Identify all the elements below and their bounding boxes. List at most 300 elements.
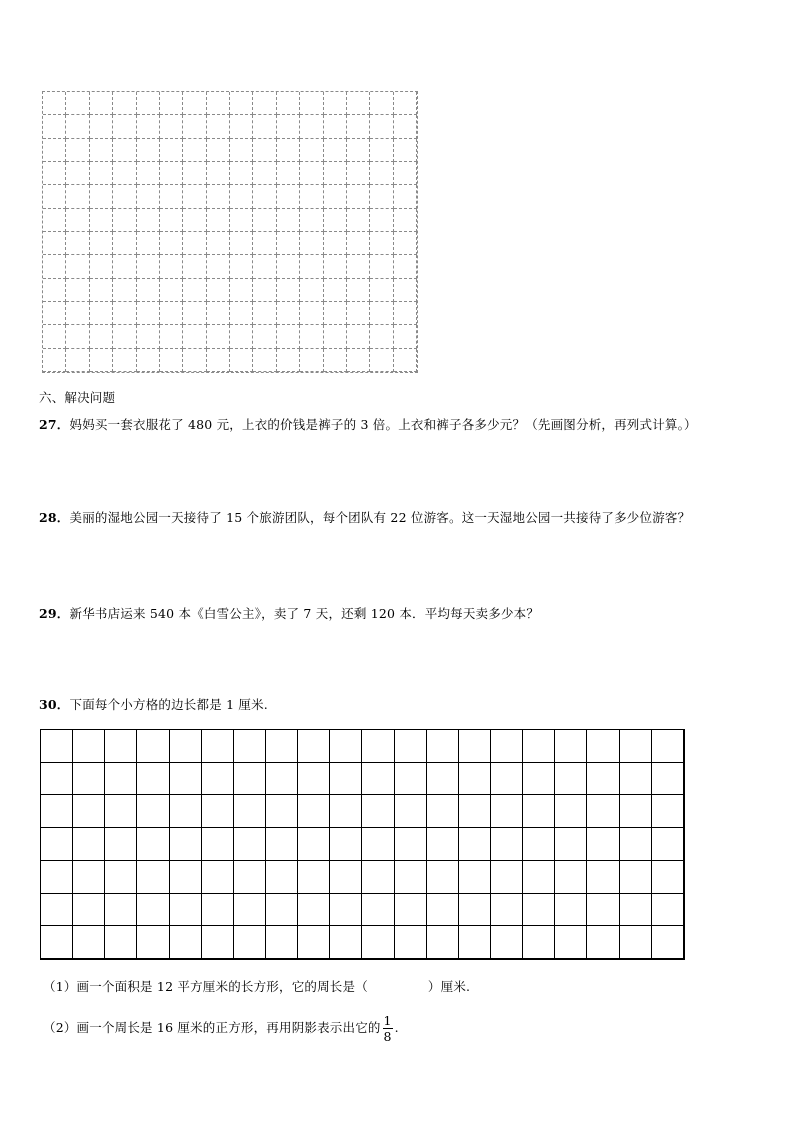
grid-cell [160, 279, 183, 302]
grid-cell [137, 926, 169, 959]
grid-cell [394, 279, 417, 302]
grid-cell [370, 232, 393, 255]
grid-cell [137, 162, 160, 185]
grid-cell [137, 730, 169, 763]
grid-cell [202, 763, 234, 796]
grid-cell [652, 730, 684, 763]
grid-cell [230, 115, 253, 138]
grid-cell [253, 255, 276, 278]
grid-cell [43, 162, 66, 185]
grid-cell [66, 162, 89, 185]
grid-cell [41, 861, 73, 894]
grid-cell [183, 232, 206, 255]
question-number: 28． [39, 510, 70, 525]
grid-cell [395, 894, 427, 927]
grid-cell [347, 92, 370, 115]
grid-cell [459, 861, 491, 894]
grid-cell [183, 185, 206, 208]
grid-cell [183, 325, 206, 348]
grid-cell [230, 302, 253, 325]
grid-cell [459, 894, 491, 927]
grid-cell [427, 926, 459, 959]
grid-cell [105, 795, 137, 828]
grid-cell [347, 232, 370, 255]
grid-cell [137, 92, 160, 115]
grid-cell [90, 325, 113, 348]
grid-cell [362, 926, 394, 959]
fraction-denominator: 8 [383, 1029, 392, 1044]
grid-cell [43, 232, 66, 255]
grid-cell [652, 894, 684, 927]
grid-cell [555, 763, 587, 796]
grid-cell [137, 325, 160, 348]
grid-cell [230, 279, 253, 302]
grid-cell [300, 232, 323, 255]
grid-cell [90, 139, 113, 162]
grid-cell [298, 861, 330, 894]
grid-cell [137, 139, 160, 162]
grid-cell [394, 232, 417, 255]
question-text: 妈妈买一套衣服花了 480 元，上衣的价钱是裤子的 3 倍。上衣和裤子各多少元？（先画图分析，再列式计算。） [69, 417, 697, 432]
grid-cell [277, 255, 300, 278]
grid-cell [207, 279, 230, 302]
grid-cell [253, 325, 276, 348]
grid-cell [105, 861, 137, 894]
grid-cell [277, 279, 300, 302]
grid-cell [362, 763, 394, 796]
grid-cell [73, 926, 105, 959]
grid-cell [170, 894, 202, 927]
grid-cell [113, 302, 136, 325]
grid-cell [202, 795, 234, 828]
grid-cell [137, 115, 160, 138]
grid-cell [620, 861, 652, 894]
grid-cell [523, 795, 555, 828]
grid-cell [41, 828, 73, 861]
grid-cell [491, 861, 523, 894]
grid-cell [324, 115, 347, 138]
grid-cell [234, 795, 266, 828]
grid-cell [277, 325, 300, 348]
dashed-answer-grid [42, 91, 418, 373]
grid-cell [43, 349, 66, 372]
grid-cell [207, 325, 230, 348]
grid-cell [298, 894, 330, 927]
grid-cell [207, 255, 230, 278]
grid-cell [160, 325, 183, 348]
grid-cell [230, 92, 253, 115]
grid-cell [652, 861, 684, 894]
grid-cell [66, 279, 89, 302]
grid-cell [183, 162, 206, 185]
grid-cell [113, 255, 136, 278]
grid-cell [90, 185, 113, 208]
grid-cell [620, 763, 652, 796]
grid-cell [330, 861, 362, 894]
grid-cell [266, 861, 298, 894]
grid-cell [113, 162, 136, 185]
fraction-numerator: 1 [383, 1013, 392, 1028]
grid-cell [395, 730, 427, 763]
grid-cell [253, 349, 276, 372]
grid-cell [300, 279, 323, 302]
grid-cell [370, 139, 393, 162]
grid-cell [43, 185, 66, 208]
grid-cell [459, 828, 491, 861]
grid-cell [73, 894, 105, 927]
grid-cell [300, 349, 323, 372]
grid-cell [266, 894, 298, 927]
grid-cell [90, 232, 113, 255]
grid-cell [202, 861, 234, 894]
grid-cell [253, 115, 276, 138]
grid-cell [300, 255, 323, 278]
grid-cell [394, 162, 417, 185]
grid-cell [253, 139, 276, 162]
grid-cell [73, 828, 105, 861]
grid-cell [277, 209, 300, 232]
grid-cell [234, 926, 266, 959]
sub-question-1 [43, 979, 470, 995]
grid-cell [395, 795, 427, 828]
grid-cell [113, 209, 136, 232]
grid-cell [170, 795, 202, 828]
grid-cell [43, 325, 66, 348]
grid-cell [170, 861, 202, 894]
grid-cell [73, 730, 105, 763]
grid-cell [330, 795, 362, 828]
grid-cell [277, 302, 300, 325]
grid-cell [43, 139, 66, 162]
grid-cell [370, 279, 393, 302]
grid-cell [66, 302, 89, 325]
grid-cell [330, 763, 362, 796]
grid-cell [298, 730, 330, 763]
grid-cell [347, 115, 370, 138]
grid-cell [347, 349, 370, 372]
grid-cell [587, 730, 619, 763]
grid-cell [105, 828, 137, 861]
grid-cell [427, 730, 459, 763]
grid-cell [183, 209, 206, 232]
grid-cell [230, 255, 253, 278]
grid-cell [202, 730, 234, 763]
grid-cell [555, 894, 587, 927]
question-29 [39, 606, 539, 622]
grid-cell [266, 795, 298, 828]
grid-cell [370, 185, 393, 208]
grid-cell [459, 730, 491, 763]
grid-cell [230, 325, 253, 348]
fraction [383, 1014, 393, 1043]
grid-cell [73, 795, 105, 828]
grid-cell [459, 763, 491, 796]
grid-cell [491, 828, 523, 861]
grid-cell [330, 828, 362, 861]
grid-cell [277, 185, 300, 208]
grid-cell [330, 926, 362, 959]
grid-cell [362, 828, 394, 861]
grid-cell [202, 926, 234, 959]
grid-cell [230, 232, 253, 255]
grid-cell [491, 926, 523, 959]
grid-cell [555, 861, 587, 894]
grid-cell [298, 795, 330, 828]
grid-cell [324, 302, 347, 325]
grid-cell [459, 795, 491, 828]
grid-cell [324, 325, 347, 348]
grid-cell [160, 255, 183, 278]
grid-cell [113, 185, 136, 208]
grid-cell [90, 279, 113, 302]
grid-cell [587, 926, 619, 959]
grid-cell [324, 92, 347, 115]
grid-cell [66, 139, 89, 162]
grid-cell [160, 185, 183, 208]
grid-cell [370, 302, 393, 325]
grid-cell [207, 302, 230, 325]
grid-cell [587, 795, 619, 828]
grid-cell [66, 92, 89, 115]
grid-cell [137, 828, 169, 861]
grid-cell [41, 730, 73, 763]
grid-cell [183, 255, 206, 278]
grid-cell [652, 795, 684, 828]
grid-cell [105, 894, 137, 927]
grid-cell [523, 763, 555, 796]
grid-cell [66, 185, 89, 208]
grid-cell [620, 894, 652, 927]
grid-cell [491, 730, 523, 763]
grid-cell [324, 279, 347, 302]
grid-cell [523, 926, 555, 959]
grid-cell [362, 894, 394, 927]
grid-cell [66, 349, 89, 372]
grid-cell [523, 894, 555, 927]
grid-cell [324, 162, 347, 185]
grid-cell [523, 730, 555, 763]
grid-cell [105, 730, 137, 763]
grid-cell [43, 92, 66, 115]
grid-cell [253, 162, 276, 185]
grid-cell [395, 763, 427, 796]
grid-cell [277, 232, 300, 255]
grid-cell [230, 185, 253, 208]
grid-cell [90, 162, 113, 185]
grid-cell [324, 232, 347, 255]
question-number: 30． [39, 697, 70, 712]
grid-cell [555, 828, 587, 861]
grid-cell [207, 349, 230, 372]
grid-cell [324, 349, 347, 372]
grid-cell [253, 185, 276, 208]
grid-cell [137, 209, 160, 232]
grid-cell [427, 894, 459, 927]
grid-cell [202, 894, 234, 927]
grid-cell [113, 279, 136, 302]
grid-cell [207, 115, 230, 138]
grid-cell [234, 894, 266, 927]
grid-cell [90, 349, 113, 372]
grid-cell [230, 162, 253, 185]
grid-cell [137, 763, 169, 796]
grid-cell [347, 139, 370, 162]
grid-cell [300, 185, 323, 208]
square-centimeter-grid [40, 729, 685, 960]
grid-cell [43, 209, 66, 232]
grid-cell [266, 828, 298, 861]
grid-cell [555, 795, 587, 828]
grid-cell [43, 279, 66, 302]
section-title: 六、解决问题 [39, 390, 116, 405]
grid-cell [394, 185, 417, 208]
question-text: 美丽的湿地公园一天接待了 15 个旅游团队，每个团队有 22 位游客。这一天湿地公园一共接待了多少位游客？ [69, 510, 691, 525]
grid-cell [160, 92, 183, 115]
grid-cell [491, 894, 523, 927]
grid-cell [370, 209, 393, 232]
grid-cell [459, 926, 491, 959]
grid-cell [73, 861, 105, 894]
grid-cell [66, 255, 89, 278]
sub-question-text-end: ）厘米. [427, 979, 471, 994]
grid-cell [347, 209, 370, 232]
grid-cell [300, 162, 323, 185]
grid-cell [253, 302, 276, 325]
grid-cell [207, 209, 230, 232]
grid-cell [137, 894, 169, 927]
grid-cell [652, 926, 684, 959]
question-number: 27． [39, 417, 70, 432]
grid-cell [137, 349, 160, 372]
question-text: 新华书店运来 540 本《白雪公主》，卖了 7 天，还剩 120 本．平均每天卖多少本？ [69, 606, 540, 621]
grid-cell [266, 926, 298, 959]
grid-cell [347, 255, 370, 278]
grid-cell [347, 185, 370, 208]
grid-cell [298, 828, 330, 861]
grid-cell [491, 795, 523, 828]
sub-question-text: （1）画一个面积是 12 平方厘米的长方形，它的周长是（ [43, 979, 368, 994]
grid-cell [620, 795, 652, 828]
grid-cell [160, 162, 183, 185]
grid-cell [207, 92, 230, 115]
grid-cell [362, 730, 394, 763]
grid-cell [620, 828, 652, 861]
grid-cell [230, 349, 253, 372]
grid-cell [394, 302, 417, 325]
grid-cell [137, 185, 160, 208]
grid-cell [183, 349, 206, 372]
grid-cell [137, 255, 160, 278]
grid-cell [298, 926, 330, 959]
grid-cell [160, 139, 183, 162]
grid-cell [170, 763, 202, 796]
grid-cell [370, 255, 393, 278]
grid-cell [330, 894, 362, 927]
grid-cell [394, 325, 417, 348]
grid-cell [300, 325, 323, 348]
grid-cell [105, 926, 137, 959]
grid-cell [170, 828, 202, 861]
grid-cell [183, 92, 206, 115]
grid-cell [277, 349, 300, 372]
grid-cell [230, 209, 253, 232]
grid-cell [394, 255, 417, 278]
grid-cell [207, 185, 230, 208]
grid-cell [90, 255, 113, 278]
grid-cell [277, 139, 300, 162]
grid-cell [41, 894, 73, 927]
question-28 [39, 510, 690, 526]
grid-cell [137, 861, 169, 894]
grid-cell [277, 162, 300, 185]
grid-cell [587, 763, 619, 796]
grid-cell [652, 763, 684, 796]
grid-cell [41, 795, 73, 828]
grid-cell [395, 828, 427, 861]
grid-cell [43, 255, 66, 278]
grid-cell [183, 302, 206, 325]
grid-cell [555, 926, 587, 959]
grid-cell [43, 302, 66, 325]
sub-question-2 [43, 1014, 399, 1043]
grid-cell [362, 795, 394, 828]
grid-cell [137, 302, 160, 325]
grid-cell [298, 763, 330, 796]
grid-cell [113, 232, 136, 255]
grid-cell [253, 209, 276, 232]
grid-cell [137, 795, 169, 828]
grid-cell [90, 92, 113, 115]
grid-cell [395, 926, 427, 959]
grid-cell [362, 861, 394, 894]
grid-cell [66, 115, 89, 138]
grid-cell [170, 730, 202, 763]
grid-cell [620, 730, 652, 763]
sub-question-text-end: . [394, 1020, 399, 1035]
grid-cell [207, 162, 230, 185]
grid-cell [427, 828, 459, 861]
grid-cell [324, 209, 347, 232]
grid-cell [370, 115, 393, 138]
grid-cell [66, 325, 89, 348]
grid-cell [330, 730, 362, 763]
grid-cell [170, 926, 202, 959]
grid-cell [113, 349, 136, 372]
grid-cell [652, 828, 684, 861]
grid-cell [394, 115, 417, 138]
grid-cell [300, 209, 323, 232]
grid-cell [253, 92, 276, 115]
grid-cell [620, 926, 652, 959]
grid-cell [523, 828, 555, 861]
grid-cell [113, 92, 136, 115]
grid-cell [183, 115, 206, 138]
question-text: 下面每个小方格的边长都是 1 厘米. [69, 697, 268, 712]
grid-cell [370, 325, 393, 348]
grid-cell [324, 255, 347, 278]
grid-cell [587, 828, 619, 861]
grid-cell [137, 279, 160, 302]
grid-cell [427, 795, 459, 828]
grid-cell [587, 861, 619, 894]
grid-cell [202, 828, 234, 861]
grid-cell [234, 828, 266, 861]
grid-cell [324, 185, 347, 208]
grid-cell [90, 209, 113, 232]
grid-cell [395, 861, 427, 894]
grid-cell [90, 115, 113, 138]
grid-cell [234, 763, 266, 796]
